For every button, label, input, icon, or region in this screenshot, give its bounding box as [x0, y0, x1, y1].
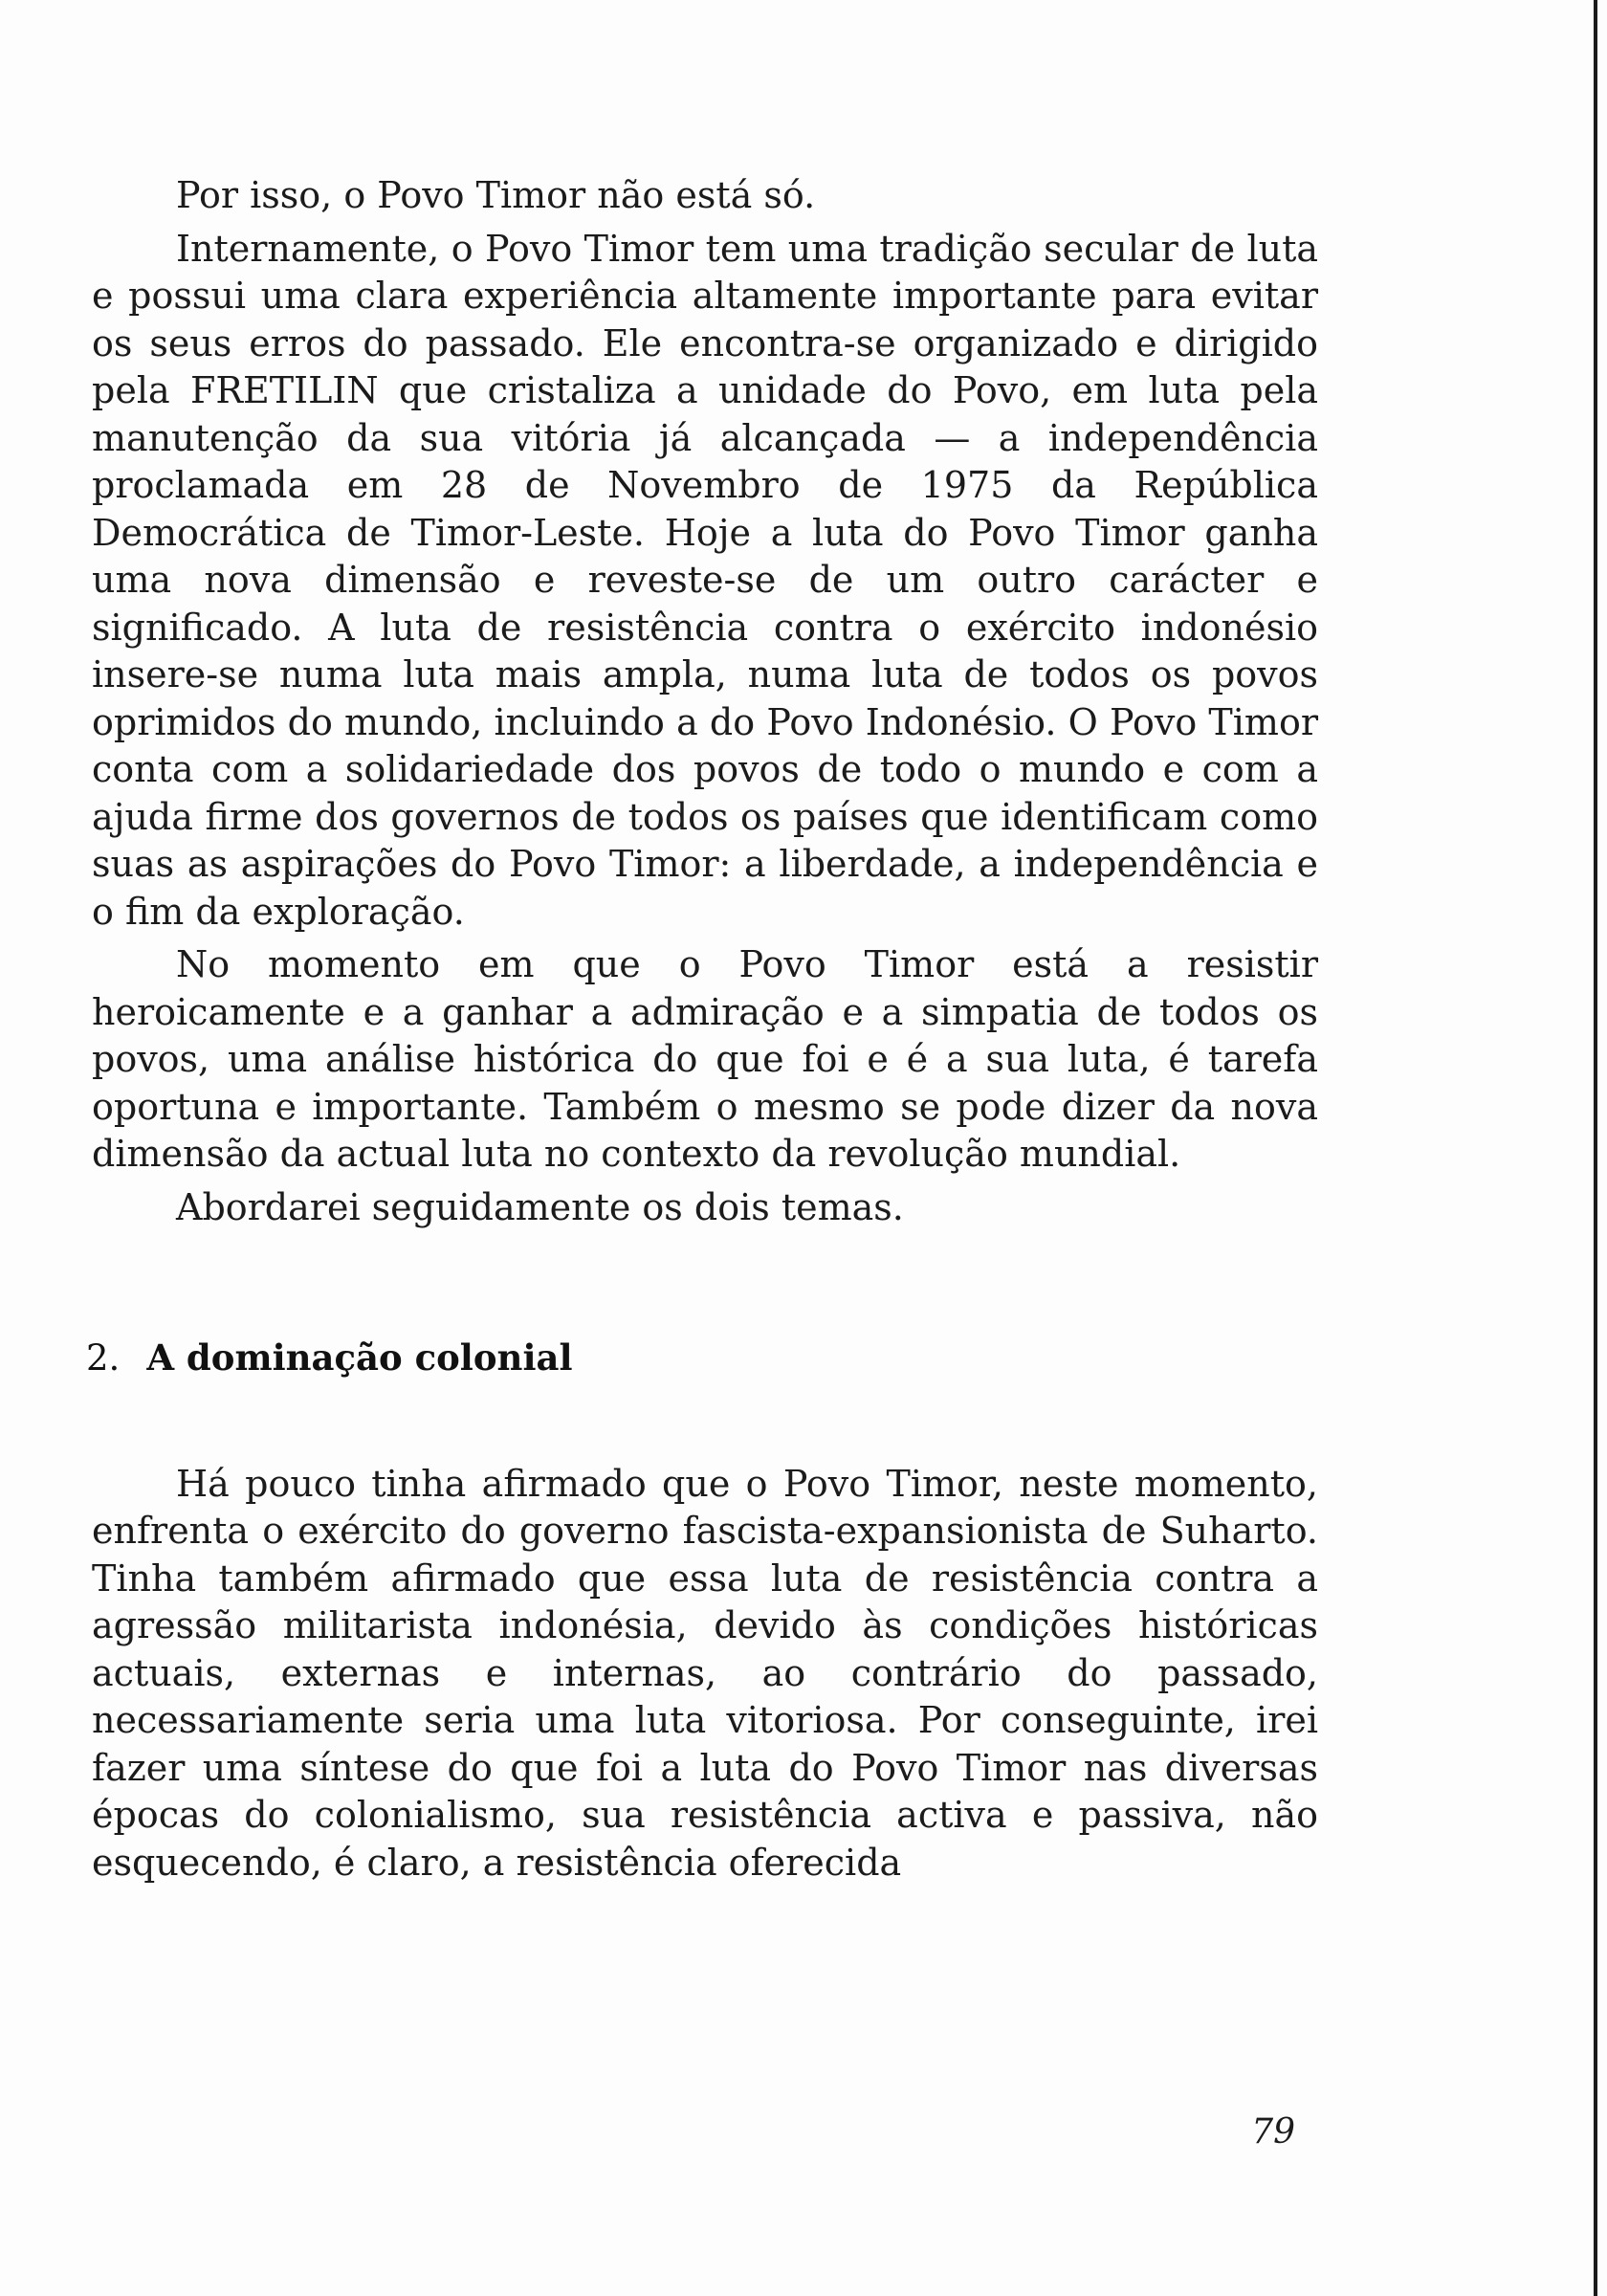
paragraph-2: Internamente, o Povo Timor tem uma tradição secular de luta e possui uma clara experiência altamente importante para evitar os seus erros do passado. Ele encontra-se organizado e dirigido pela FRETILIN que cristaliza a unidade do Povo, em luta pela manutenção da sua vitória já alcançada — a independência proclamada em 28 de Novembro de 1975 da República Democrática de Timor-Leste. Hoje a luta do Povo Timor ganha uma nova dimensão e reveste-se de um outro carácter e significado. A luta de resistência contra o exército indonésio insere-se numa luta mais ampla, numa luta de todos os povos oprimidos do mundo, incluindo a do Povo Indonésio. O Povo Timor conta com a solidariedade dos povos de todo o mundo e com a ajuda firme dos governos de todos os países que identificam como suas as aspirações do Povo Timor: a liberdade, a independência e o fim da exploração. — [92, 227, 1318, 933]
paragraph-3: No momento em que o Povo Timor está a resistir heroicamente e a ganhar a admiração e a simpatia de todos os povos, uma análise histórica do que foi e é a sua luta, é tarefa oportuna e importante. Também o mesmo se pode dizer da nova dimensão da actual luta no contexto da revolução mundial. — [92, 943, 1318, 1175]
body-text — [86, 172, 1318, 1887]
paragraph-5: Há pouco tinha afirmado que o Povo Timor, neste momento, enfrenta o exército do governo fascista-expansionista de Suharto. Tinha também afirmado que essa luta de resistência contra a agressão militarista indonésia, devido às condições históricas actuais, externas e internas, ao contrário do passado, necessariamente seria uma luta vitoriosa. Por conseguinte, irei fazer uma síntese do que foi a luta do Povo Timor nas diversas épocas do colonialismo, sua resistência activa e passiva, não esquecendo, é claro, a resistência oferecida — [92, 1462, 1318, 1884]
section-number: 2. — [86, 1337, 121, 1379]
section-heading — [86, 1335, 1318, 1382]
section-title: A dominação colonial — [146, 1336, 573, 1379]
paragraph-4: Abordarei seguidamente os dois temas. — [176, 1185, 904, 1228]
page-number: 79 — [1251, 2112, 1295, 2152]
page-edge-line — [1594, 0, 1597, 2296]
paragraph-1: Por isso, o Povo Timor não está só. — [176, 174, 816, 216]
